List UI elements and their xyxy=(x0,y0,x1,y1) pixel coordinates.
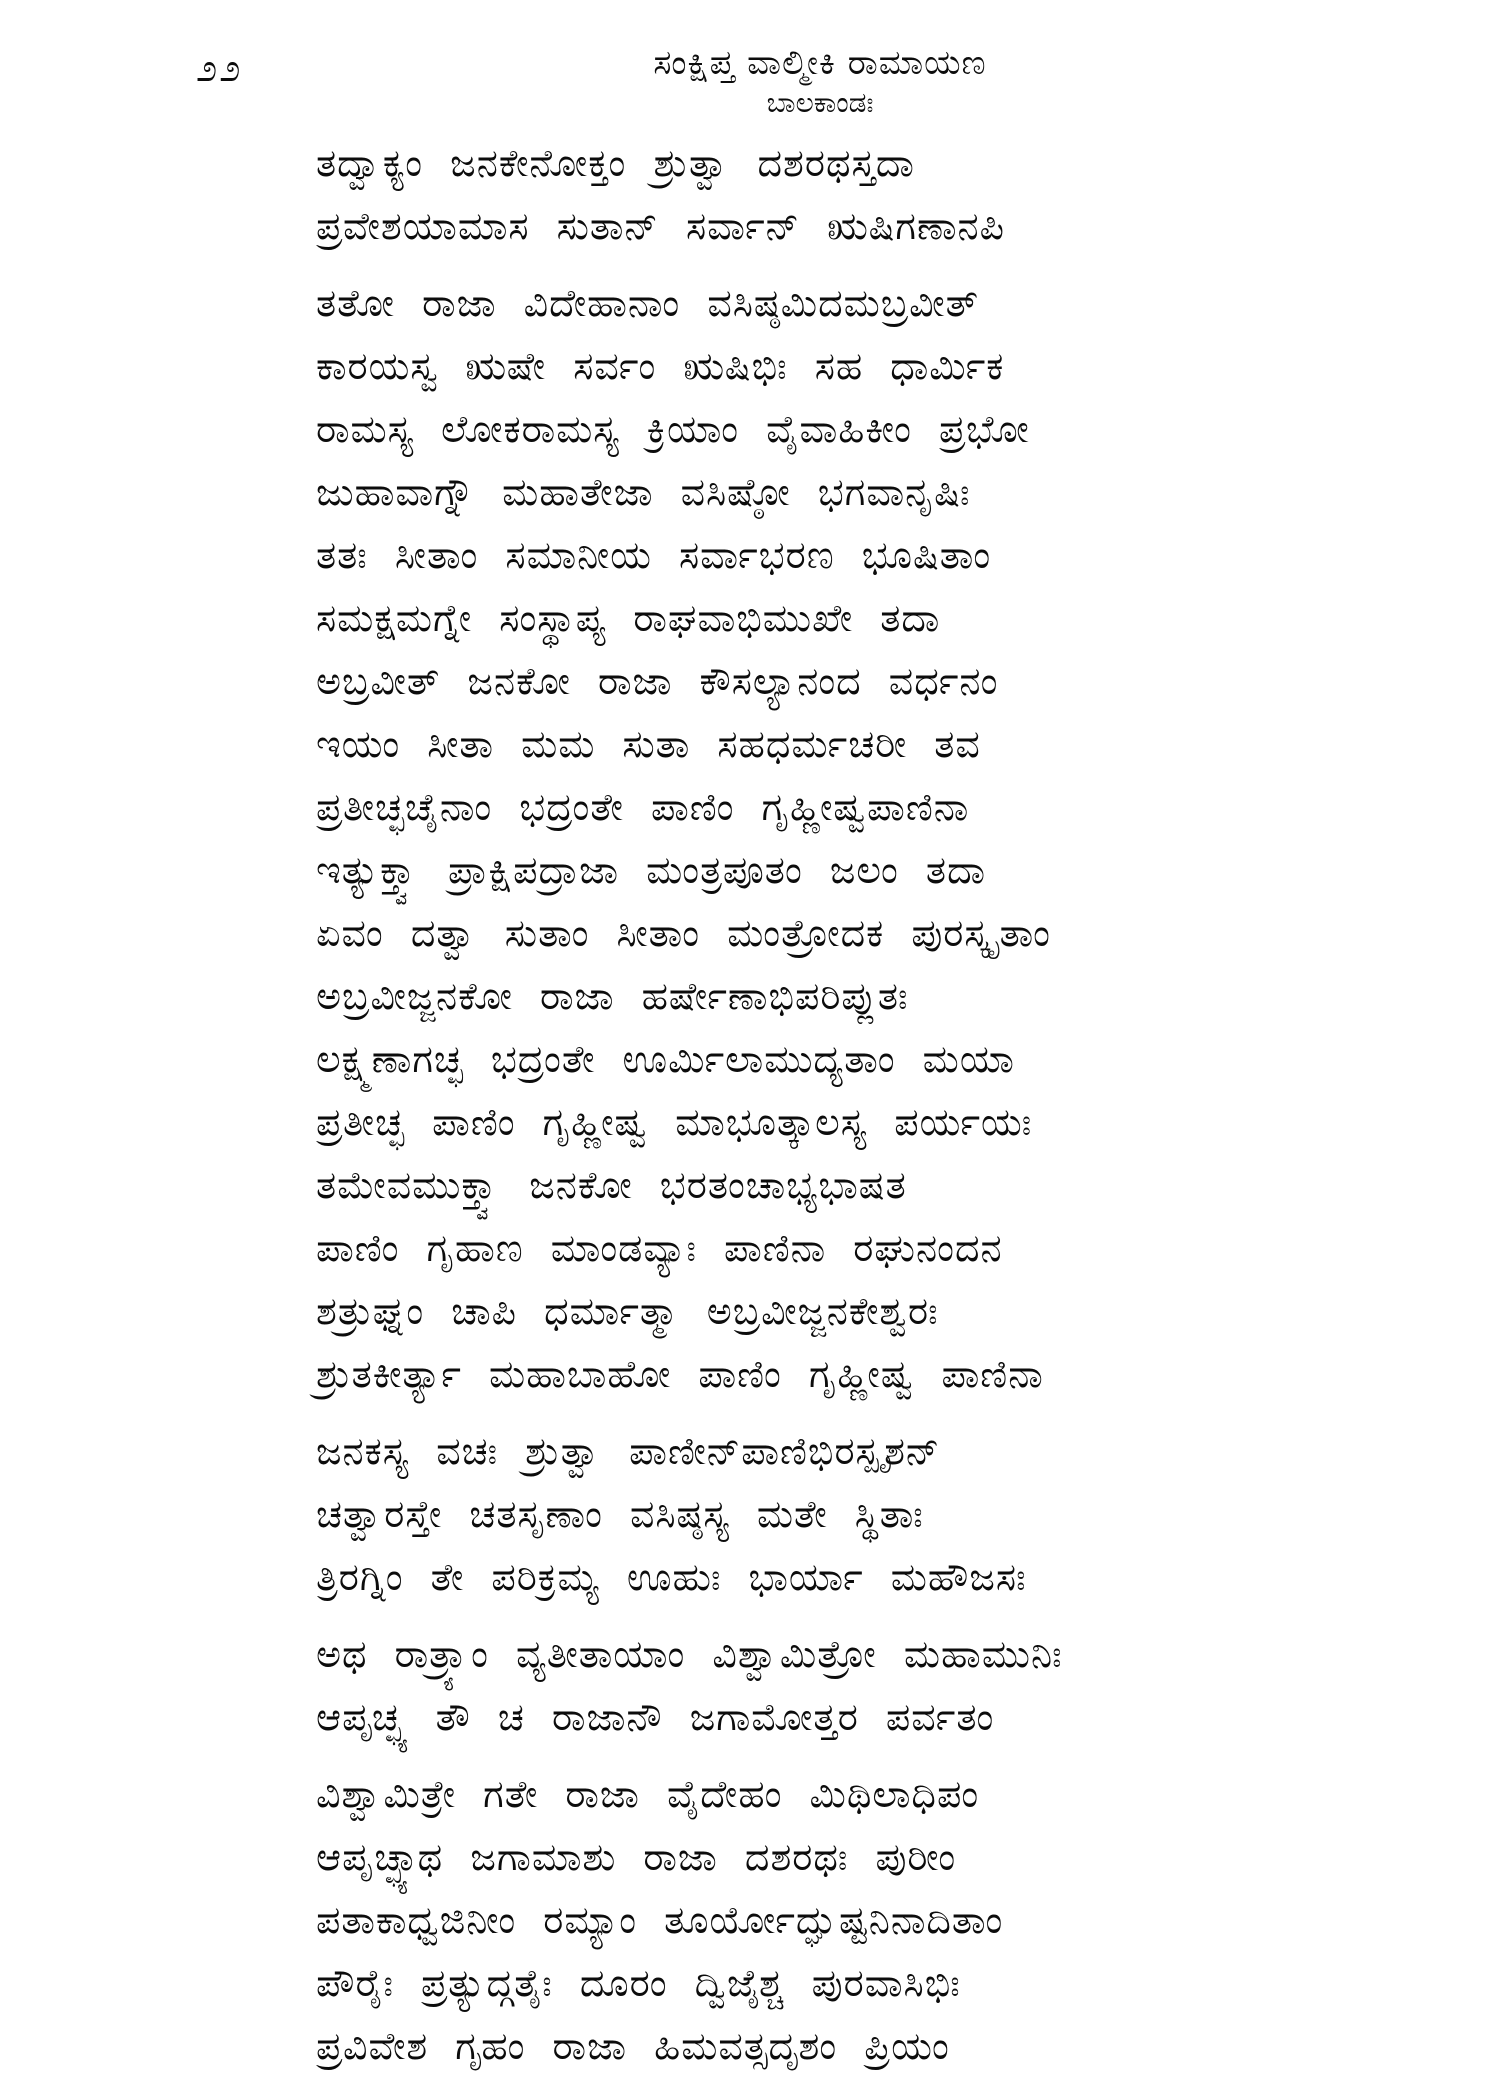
verse-line: ವಿಶ್ವಾಮಿತ್ರೇ ಗತೇ ರಾಜಾ ವೈದೇಹಂ ಮಿಥಿಲಾಧಿಪಂ xyxy=(316,1772,980,1816)
verse-line: ತತೋ ರಾಜಾ ವಿದೇಹಾನಾಂ ವಸಿಷ್ಠಮಿದಮಬ್ರವೀತ್ xyxy=(316,281,980,325)
verse-line: ಕಾರಯಸ್ವ ಋಷೇ ಸರ್ವಂ ಋಷಿಭಿಃ ಸಹ ಧಾರ್ಮಿಕ xyxy=(316,344,1005,388)
verse-line: ಪತಾಕಾಧ್ವಜಿನೀಂ ರಮ್ಯಾಂ ತೂರ್ಯೋದ್ಘುಷ್ಟನಿನಾದಿತಾಂ xyxy=(316,1898,1004,1942)
verse-line: ರಾಮಸ್ಯ ಲೋಕರಾಮಸ್ಯ ಕ್ರಿಯಾಂ ವೈವಾಹಿಕೀಂ ಪ್ರಭೋ xyxy=(316,407,1030,451)
verse-line: ಆಪೃಚ್ಛ್ಯ ತೌ ಚ ರಾಜಾನೌ ಜಗಾಮೋತ್ತರ ಪರ್ವತಂ xyxy=(316,1695,995,1739)
verse-line: ಅಥ ರಾತ್ರ್ಯಾಂ ವ್ಯತೀತಾಯಾಂ ವಿಶ್ವಾಮಿತ್ರೋ ಮಹಾಮುನಿಃ xyxy=(316,1632,1063,1676)
verse-line: ಪಾಣಿಂ ಗೃಹಾಣ ಮಾಂಡವ್ಯಾಃ ಪಾಣಿನಾ ರಘುನಂದನ xyxy=(316,1226,1003,1270)
verse-line: ತಮೇವಮುಕ್ತ್ವಾ ಜನಕೋ ಭರತಂಚಾಭ್ಯಭಾಷತ xyxy=(316,1163,907,1207)
book-title: ಸಂಕ್ಷಿಪ್ತ ವಾಲ್ಮೀಕಿ ರಾಮಾಯಣ xyxy=(653,43,987,83)
verse-line: ತತಃ ಸೀತಾಂ ಸಮಾನೀಯ ಸರ್ವಾಭರಣ ಭೂಷಿತಾಂ xyxy=(316,533,992,577)
verse-line: ಜನಕಸ್ಯ ವಚಃ ಶ್ರುತ್ವಾ ಪಾಣೀನ್‌ಪಾಣಿಭಿರಸ್ಪೃಶನ್ xyxy=(316,1429,941,1473)
verse-line: ತದ್ವಾಕ್ಯಂ ಜನಕೇನೋಕ್ತಂ ಶ್ರುತ್ವಾ ದಶರಥಸ್ತದಾ xyxy=(316,141,915,185)
verse-line: ಇತ್ಯುಕ್ತ್ವಾ ಪ್ರಾಕ್ಷಿಪದ್ರಾಜಾ ಮಂತ್ರಪೂತಂ ಜಲಂ ತದಾ xyxy=(316,848,987,892)
verse-line: ತ್ರಿರಗ್ನಿಂ ತೇ ಪರಿಕ್ರಮ್ಯ ಊಹುಃ ಭಾರ್ಯಾ ಮಹೌಜಸಃ xyxy=(316,1555,1027,1599)
verse-line: ಸಮಕ್ಷಮಗ್ನೇ ಸಂಸ್ಥಾಪ್ಯ ರಾಘವಾಭಿಮುಖೇ ತದಾ xyxy=(316,596,941,640)
stanza xyxy=(316,1763,1316,2078)
verse-line: ಏವಂ ದತ್ವಾ ಸುತಾಂ ಸೀತಾಂ ಮಂತ್ರೋದಕ ಪುರಸ್ಕೃತಾಂ xyxy=(316,911,1051,955)
verse-line: ಪೌರೈಃ ಪ್ರತ್ಯುದ್ಗತೈಃ ದೂರಂ ದ್ವಿಜೈಶ್ಚ ಪುರವಾಸಿಭಿಃ xyxy=(316,1961,961,2005)
verse-line: ಚತ್ವಾರಸ್ತೇ ಚತಸೃಣಾಂ ವಸಿಷ್ಠಸ್ಯ ಮತೇ ಸ್ಥಿತಾಃ xyxy=(316,1492,924,1536)
verse-line: ಜುಹಾವಾಗ್ನೌ ಮಹಾತೇಜಾ ವಸಿಷ್ಠೋ ಭಗವಾನೃಷಿಃ xyxy=(316,470,971,514)
running-head xyxy=(620,40,1020,120)
verse-line: ಆಪೃಚ್ಛ್ಯಾಥ ಜಗಾಮಾಶು ರಾಜಾ ದಶರಥಃ ಪುರೀಂ xyxy=(316,1835,957,1879)
stanza xyxy=(316,1420,1316,1609)
verse-line: ಪ್ರವೇಶಯಾಮಾಸ ಸುತಾನ್ ಸರ್ವಾನ್ ಋಷಿಗಣಾನಪಿ xyxy=(316,204,1006,248)
section-title: ಬಾಲಕಾಂಡಃ xyxy=(766,86,874,119)
verse-line: ಅಬ್ರವೀತ್ ಜನಕೋ ರಾಜಾ ಕೌಸಲ್ಯಾನಂದ ವರ್ಧನಂ xyxy=(316,659,999,703)
stanza xyxy=(316,132,1316,258)
verse-line: ಪ್ರತೀಚ್ಛ ಪಾಣಿಂ ಗೃಹ್ಣೀಷ್ವ ಮಾಭೂತ್ಕಾಲಸ್ಯ ಪರ್ಯಯಃ xyxy=(316,1100,1033,1144)
verse-line: ಲಕ್ಷ್ಮಣಾಗಚ್ಛ ಭದ್ರಂತೇ ಊರ್ಮಿಲಾಮುದ್ಯತಾಂ ಮಯಾ xyxy=(316,1037,1015,1081)
verse-line: ಪ್ರವಿವೇಶ ಗೃಹಂ ರಾಜಾ ಹಿಮವತ್ಸದೃಶಂ ಪ್ರಿಯಂ xyxy=(316,2024,950,2068)
verse-body xyxy=(316,132,1316,2078)
verse-line: ಅಬ್ರವೀಜ್ಜನಕೋ ರಾಜಾ ಹರ್ಷೇಣಾಭಿಪರಿಪ್ಲುತಃ xyxy=(316,974,909,1018)
stanza xyxy=(316,272,1316,1406)
stanza xyxy=(316,1623,1316,1749)
verse-line: ಶ್ರುತಕೀರ್ತ್ಯಾ ಮಹಾಬಾಹೋ ಪಾಣಿಂ ಗೃಹ್ಣೀಷ್ವ ಪಾಣಿನಾ xyxy=(316,1352,1044,1396)
verse-line: ಶತ್ರುಘ್ನಂ ಚಾಪಿ ಧರ್ಮಾತ್ಮಾ ಅಬ್ರವೀಜ್ಜನಕೇಶ್ವರಃ xyxy=(316,1289,939,1333)
page-number: ೨೨ xyxy=(196,46,243,90)
verse-line: ಇಯಂ ಸೀತಾ ಮಮ ಸುತಾ ಸಹಧರ್ಮಚರೀ ತವ xyxy=(316,722,981,766)
verse-line: ಪ್ರತೀಚ್ಛಚೈನಾಂ ಭದ್ರಂತೇ ಪಾಣಿಂ ಗೃಹ್ಣೀಷ್ವಪಾಣಿನಾ xyxy=(316,785,970,829)
